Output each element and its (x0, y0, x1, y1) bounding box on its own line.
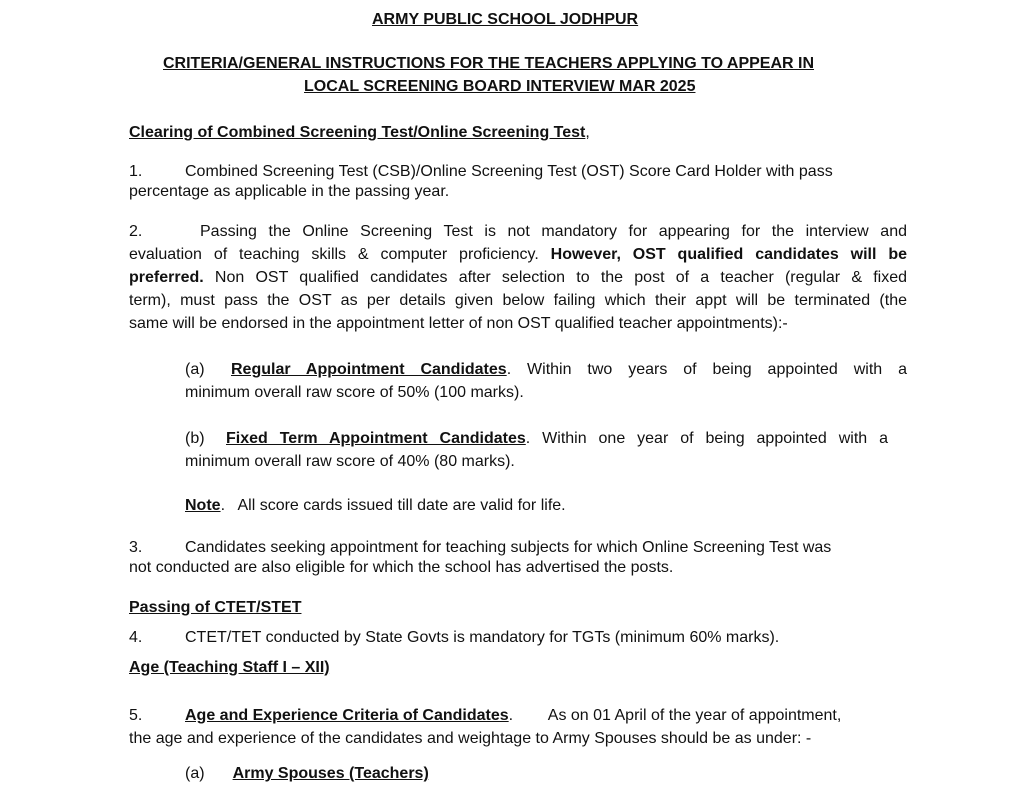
para2-number: 2. (129, 223, 143, 240)
para2-line3 (129, 266, 907, 289)
para2-line3-bold: preferred. (129, 269, 204, 286)
para2-line2-text: evaluation of teaching skills & computer proficiency. (129, 246, 551, 263)
section-heading-suffix: , (585, 124, 590, 141)
para1-number: 1. (129, 163, 143, 180)
para5-line2: the age and experience of the candidates and weightage to Army Spouses should be as under: - (129, 730, 812, 747)
section-heading-screening-test (129, 121, 590, 144)
para4-number: 4. (129, 629, 143, 646)
sub-b-heading: Fixed Term Appointment Candidates (226, 430, 526, 447)
partial-item-label: (a) (185, 765, 205, 782)
sub-b-line2: minimum overall raw score of 40% (80 marks). (185, 453, 515, 470)
partial-next-item (185, 762, 429, 785)
note-text: . All score cards issued till date are valid for life. (220, 497, 566, 514)
para5-line1 (185, 704, 841, 727)
para2-line5: same will be endorsed in the appointment letter of non OST qualified teacher appointments):- (129, 315, 788, 332)
para1-line2: percentage as applicable in the passing year. (129, 183, 450, 200)
sub-a-line1-rest: . Within two years of being appointed with a (506, 361, 907, 378)
sub-b-line1-rest: . Within one year of being appointed with a (525, 430, 889, 447)
section-heading-age: Age (Teaching Staff I – XII) (129, 659, 330, 676)
section-heading-text: Clearing of Combined Screening Test/Online Screening Test (129, 124, 586, 141)
para4-text: CTET/TET conducted by State Govts is mandatory for TGTs (minimum 60% marks). (185, 629, 780, 646)
document-title-line2: LOCAL SCREENING BOARD INTERVIEW MAR 2025 (304, 78, 696, 95)
para2-line1: Passing the Online Screening Test is not mandatory for appearing for the interview and (200, 223, 907, 240)
sub-a-label: (a) (185, 361, 205, 378)
para5-number: 5. (129, 707, 143, 724)
partial-item-heading: Army Spouses (Teachers) (232, 765, 429, 782)
para2-line2-bold: However, OST qualified candidates will be (550, 246, 907, 263)
para5-heading: Age and Experience Criteria of Candidates (185, 707, 509, 724)
para2-line4: term), must pass the OST as per details given below failing which their appt will be terminated (the (129, 292, 907, 309)
para5-line1-rest: . As on 01 April of the year of appointment, (508, 707, 842, 724)
section-heading-ctet: Passing of CTET/STET (129, 599, 302, 616)
note-label: Note (185, 497, 221, 514)
para3-line1: Candidates seeking appointment for teaching subjects for which Online Screening Test was (185, 539, 832, 556)
sub-b-label: (b) (185, 430, 205, 447)
para3-number: 3. (129, 539, 143, 556)
para2-line3-text: Non OST qualified candidates after selection to the post of a teacher (regular & fixed (203, 269, 907, 286)
school-name: ARMY PUBLIC SCHOOL JODHPUR (372, 11, 639, 28)
document-title-line1: CRITERIA/GENERAL INSTRUCTIONS FOR THE TEACHERS APPLYING TO APPEAR IN (163, 55, 815, 72)
sub-b-line1 (226, 427, 888, 450)
para3-line2: not conducted are also eligible for which the school has advertised the posts. (129, 559, 674, 576)
para1-line1: Combined Screening Test (CSB)/Online Screening Test (OST) Score Card Holder with pass (185, 163, 833, 180)
sub-a-heading: Regular Appointment Candidates (231, 361, 507, 378)
para2-line2 (129, 243, 907, 266)
note (185, 494, 566, 517)
sub-a-line2: minimum overall raw score of 50% (100 marks). (185, 384, 524, 401)
sub-a-line1 (231, 358, 907, 381)
